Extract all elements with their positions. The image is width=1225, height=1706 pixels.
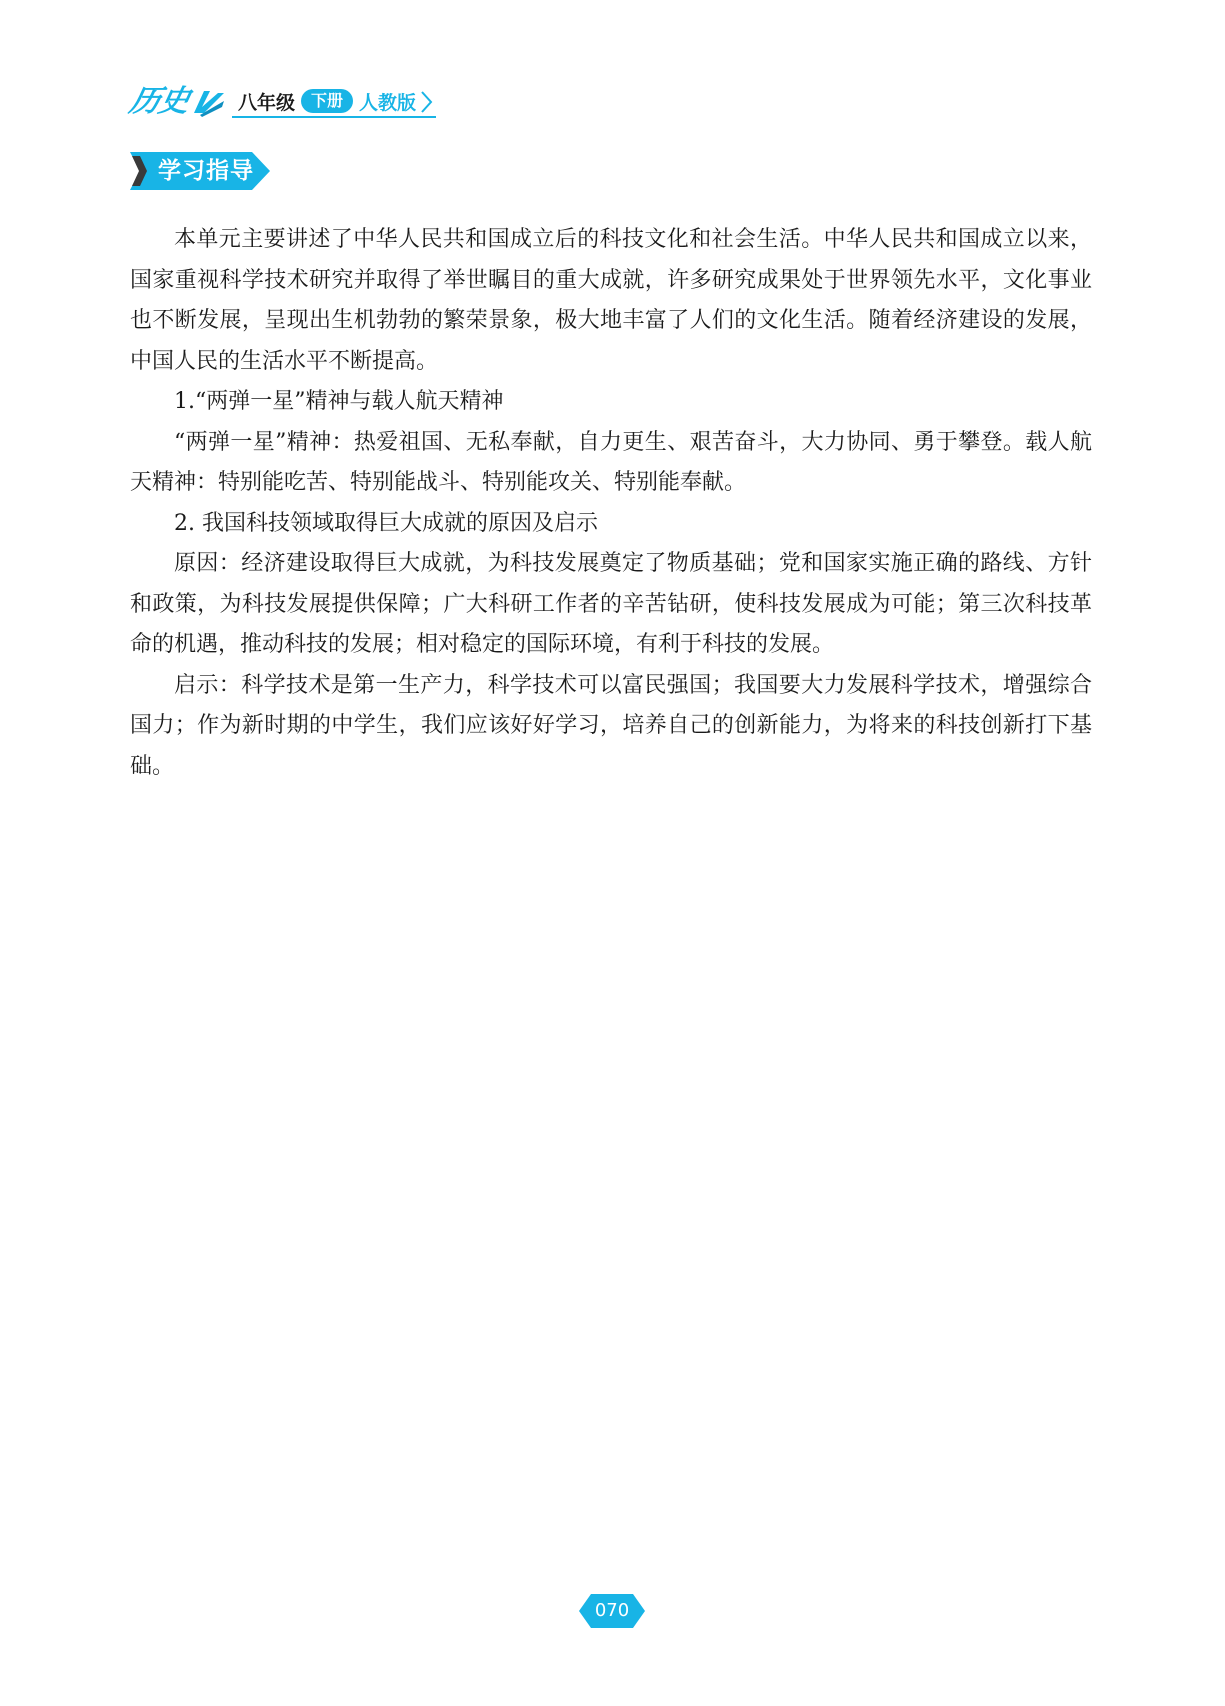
study-guide-content — [130, 220, 1092, 787]
inspiration-paragraph: 启示：科学技术是第一生产力，科学技术可以富民强国；我国要大力发展科学技术，增强综合国力；作为新时期的中学生，我们应该好好学习，培养自己的创新能力，为将来的科技创新打下基础。 — [130, 672, 1092, 779]
reasons-paragraph: 原因：经济建设取得巨大成就，为科技发展奠定了物质基础；党和国家实施正确的路线、方针和政策，为科技发展提供保障；广大科研工作者的辛苦钻研，使科技发展成为可能；第三次科技革命的机遇，推动科技的发展；相对稳定的国际环境，有利于科技的发展。 — [130, 551, 1092, 657]
page-number: 070 — [594, 1600, 630, 1621]
subheading-tech-achievements: 2. 我国科技领域取得巨大成就的原因及启示 — [174, 510, 598, 536]
section-title: 学习指导 — [158, 158, 254, 184]
spirit-paragraph: “两弹一星”精神：热爱祖国、无私奉献，自力更生、艰苦奋斗，大力协同、勇于攀登。载人航天精神：特别能吃苦、特别能战斗、特别能攻关、特别能奉献。 — [130, 429, 1092, 495]
subject-logo: 历史 — [126, 84, 192, 119]
logo-swoosh-icon — [190, 87, 226, 117]
volume-badge: 下册 — [301, 89, 353, 113]
edition-label: 人教版 — [359, 91, 417, 114]
page-number-badge — [579, 1594, 645, 1628]
subheading-two-bombs-spirit: 1.“两弹一星”精神与载人航天精神 — [174, 389, 504, 414]
header-strip — [232, 86, 436, 118]
chevron-right-icon — [420, 90, 434, 114]
page-header — [126, 82, 436, 122]
intro-paragraph: 本单元主要讲述了中华人民共和国成立后的科技文化和社会生活。中华人民共和国成立以来，国家重视科学技术研究并取得了举世瞩目的重大成就，许多研究成果处于世界领先水平，文化事业也不断发展，呈现出生机勃勃的繁荣景象，极大地丰富了人们的文化生活。随着经济建设的发展，中国人民的生活水平不断提高。 — [130, 227, 1092, 374]
section-tag — [130, 152, 254, 190]
grade-label: 八年级 — [238, 91, 296, 114]
